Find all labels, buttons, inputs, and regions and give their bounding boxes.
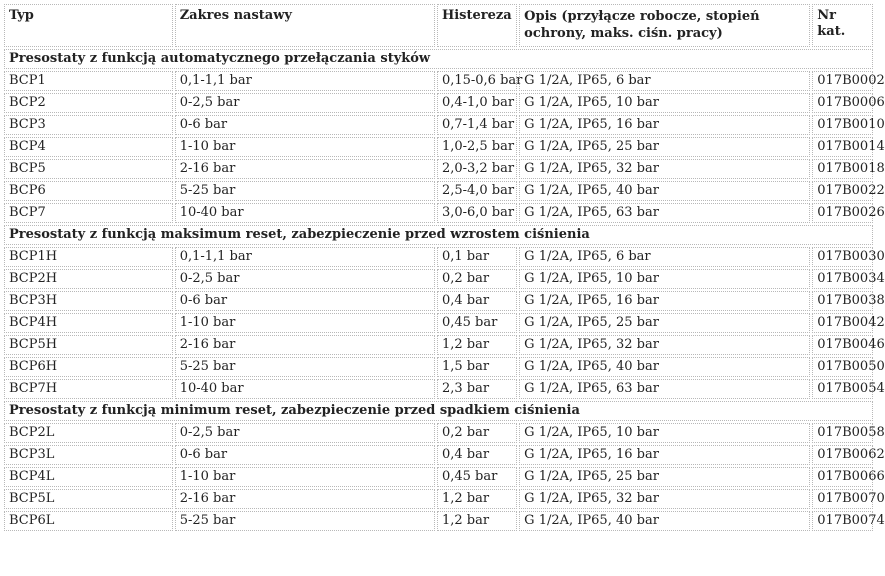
cell-histereza: 0,7-1,4 bar — [437, 115, 517, 135]
cell-histereza: 0,45 bar — [437, 467, 517, 487]
cell-zakres-nastawy: 0-2,5 bar — [175, 93, 435, 113]
cell-typ: BCP3L — [4, 445, 173, 465]
table-row — [4, 181, 873, 201]
cell-histereza: 1,2 bar — [437, 335, 517, 355]
cell-nr-kat: 017B0042 — [812, 313, 873, 333]
cell-typ: BCP5 — [4, 159, 173, 179]
cell-nr-kat: 017B0030 — [812, 247, 873, 267]
cell-histereza: 0,15-0,6 bar — [437, 71, 517, 91]
cell-zakres-nastawy: 0-6 bar — [175, 445, 435, 465]
header-row — [4, 4, 873, 47]
cell-opis: G 1/2A, IP65, 32 bar — [519, 489, 810, 509]
cell-histereza: 0,4 bar — [437, 445, 517, 465]
table-row — [4, 137, 873, 157]
cell-histereza: 2,0-3,2 bar — [437, 159, 517, 179]
header-histereza: Histereza — [437, 4, 517, 47]
cell-histereza: 2,5-4,0 bar — [437, 181, 517, 201]
cell-histereza: 1,5 bar — [437, 357, 517, 377]
cell-opis: G 1/2A, IP65, 10 bar — [519, 423, 810, 443]
cell-opis: G 1/2A, IP65, 63 bar — [519, 379, 810, 399]
cell-opis: G 1/2A, IP65, 32 bar — [519, 335, 810, 355]
cell-nr-kat: 017B0014 — [812, 137, 873, 157]
table-row — [4, 115, 873, 135]
section-header-row — [4, 225, 873, 245]
section-title: Presostaty z funkcją automatycznego przełączania styków — [4, 49, 873, 69]
table-header — [4, 4, 873, 47]
table-row — [4, 511, 873, 531]
cell-zakres-nastawy: 1-10 bar — [175, 137, 435, 157]
cell-opis: G 1/2A, IP65, 10 bar — [519, 269, 810, 289]
cell-opis: G 1/2A, IP65, 10 bar — [519, 93, 810, 113]
cell-opis: G 1/2A, IP65, 6 bar — [519, 71, 810, 91]
section-title: Presostaty z funkcją maksimum reset, zabezpieczenie przed wzrostem ciśnienia — [4, 225, 873, 245]
cell-typ: BCP6L — [4, 511, 173, 531]
table-row — [4, 71, 873, 91]
table-row — [4, 247, 873, 267]
cell-zakres-nastawy: 5-25 bar — [175, 181, 435, 201]
cell-histereza: 0,2 bar — [437, 423, 517, 443]
cell-histereza: 0,2 bar — [437, 269, 517, 289]
table-row — [4, 467, 873, 487]
cell-zakres-nastawy: 0-2,5 bar — [175, 423, 435, 443]
cell-nr-kat: 017B0074 — [812, 511, 873, 531]
table-row — [4, 423, 873, 443]
cell-zakres-nastawy: 0-6 bar — [175, 291, 435, 311]
cell-histereza: 1,0-2,5 bar — [437, 137, 517, 157]
cell-typ: BCP4L — [4, 467, 173, 487]
cell-histereza: 1,2 bar — [437, 511, 517, 531]
cell-histereza: 3,0-6,0 bar — [437, 203, 517, 223]
section-title: Presostaty z funkcją minimum reset, zabezpieczenie przed spadkiem ciśnienia — [4, 401, 873, 421]
header-zakres-nastawy: Zakres nastawy — [175, 4, 435, 47]
table-row — [4, 159, 873, 179]
header-nr-kat: Nr kat. — [812, 4, 873, 47]
cell-zakres-nastawy: 1-10 bar — [175, 313, 435, 333]
cell-nr-kat: 017B0022 — [812, 181, 873, 201]
cell-histereza: 2,3 bar — [437, 379, 517, 399]
cell-typ: BCP4H — [4, 313, 173, 333]
section-header-row — [4, 401, 873, 421]
cell-opis: G 1/2A, IP65, 16 bar — [519, 115, 810, 135]
cell-histereza: 1,2 bar — [437, 489, 517, 509]
header-opis: Opis (przyłącze robocze, stopień ochrony, maks. ciśn. pracy) — [519, 4, 810, 47]
cell-nr-kat: 017B0062 — [812, 445, 873, 465]
cell-histereza: 0,45 bar — [437, 313, 517, 333]
table-row — [4, 445, 873, 465]
cell-opis: G 1/2A, IP65, 40 bar — [519, 357, 810, 377]
cell-zakres-nastawy: 5-25 bar — [175, 357, 435, 377]
cell-zakres-nastawy: 1-10 bar — [175, 467, 435, 487]
cell-nr-kat: 017B0034 — [812, 269, 873, 289]
cell-typ: BCP5L — [4, 489, 173, 509]
cell-nr-kat: 017B0002 — [812, 71, 873, 91]
cell-opis: G 1/2A, IP65, 40 bar — [519, 511, 810, 531]
cell-nr-kat: 017B0054 — [812, 379, 873, 399]
table-row — [4, 379, 873, 399]
table-row — [4, 335, 873, 355]
cell-zakres-nastawy: 2-16 bar — [175, 159, 435, 179]
cell-zakres-nastawy: 0,1-1,1 bar — [175, 71, 435, 91]
section-header-row — [4, 49, 873, 69]
cell-zakres-nastawy: 2-16 bar — [175, 335, 435, 355]
cell-nr-kat: 017B0046 — [812, 335, 873, 355]
table-row — [4, 489, 873, 509]
table-row — [4, 291, 873, 311]
cell-opis: G 1/2A, IP65, 25 bar — [519, 137, 810, 157]
cell-histereza: 0,1 bar — [437, 247, 517, 267]
cell-opis: G 1/2A, IP65, 40 bar — [519, 181, 810, 201]
cell-zakres-nastawy: 5-25 bar — [175, 511, 435, 531]
cell-typ: BCP3 — [4, 115, 173, 135]
cell-histereza: 0,4 bar — [437, 291, 517, 311]
cell-zakres-nastawy: 10-40 bar — [175, 203, 435, 223]
cell-nr-kat: 017B0010 — [812, 115, 873, 135]
cell-zakres-nastawy: 0-6 bar — [175, 115, 435, 135]
cell-nr-kat: 017B0070 — [812, 489, 873, 509]
cell-nr-kat: 017B0006 — [812, 93, 873, 113]
cell-zakres-nastawy: 0-2,5 bar — [175, 269, 435, 289]
cell-nr-kat: 017B0050 — [812, 357, 873, 377]
cell-opis: G 1/2A, IP65, 25 bar — [519, 313, 810, 333]
cell-nr-kat: 017B0018 — [812, 159, 873, 179]
cell-typ: BCP1 — [4, 71, 173, 91]
cell-nr-kat: 017B0038 — [812, 291, 873, 311]
cell-nr-kat: 017B0066 — [812, 467, 873, 487]
cell-typ: BCP2 — [4, 93, 173, 113]
cell-opis: G 1/2A, IP65, 16 bar — [519, 291, 810, 311]
cell-histereza: 0,4-1,0 bar — [437, 93, 517, 113]
cell-opis: G 1/2A, IP65, 32 bar — [519, 159, 810, 179]
cell-nr-kat: 017B0058 — [812, 423, 873, 443]
table-row — [4, 357, 873, 377]
cell-opis: G 1/2A, IP65, 25 bar — [519, 467, 810, 487]
cell-typ: BCP1H — [4, 247, 173, 267]
cell-typ: BCP7 — [4, 203, 173, 223]
cell-typ: BCP4 — [4, 137, 173, 157]
cell-typ: BCP2H — [4, 269, 173, 289]
cell-opis: G 1/2A, IP65, 16 bar — [519, 445, 810, 465]
cell-zakres-nastawy: 10-40 bar — [175, 379, 435, 399]
cell-nr-kat: 017B0026 — [812, 203, 873, 223]
cell-typ: BCP3H — [4, 291, 173, 311]
cell-zakres-nastawy: 0,1-1,1 bar — [175, 247, 435, 267]
cell-typ: BCP6 — [4, 181, 173, 201]
table-row — [4, 269, 873, 289]
cell-zakres-nastawy: 2-16 bar — [175, 489, 435, 509]
table-row — [4, 93, 873, 113]
cell-typ: BCP6H — [4, 357, 173, 377]
cell-typ: BCP7H — [4, 379, 173, 399]
cell-typ: BCP2L — [4, 423, 173, 443]
table-row — [4, 313, 873, 333]
table-body — [4, 49, 885, 531]
cell-typ: BCP5H — [4, 335, 173, 355]
header-typ: Typ — [4, 4, 173, 47]
pressure-switch-table — [2, 2, 885, 533]
cell-opis: G 1/2A, IP65, 6 bar — [519, 247, 810, 267]
table-row — [4, 203, 873, 223]
cell-opis: G 1/2A, IP65, 63 bar — [519, 203, 810, 223]
